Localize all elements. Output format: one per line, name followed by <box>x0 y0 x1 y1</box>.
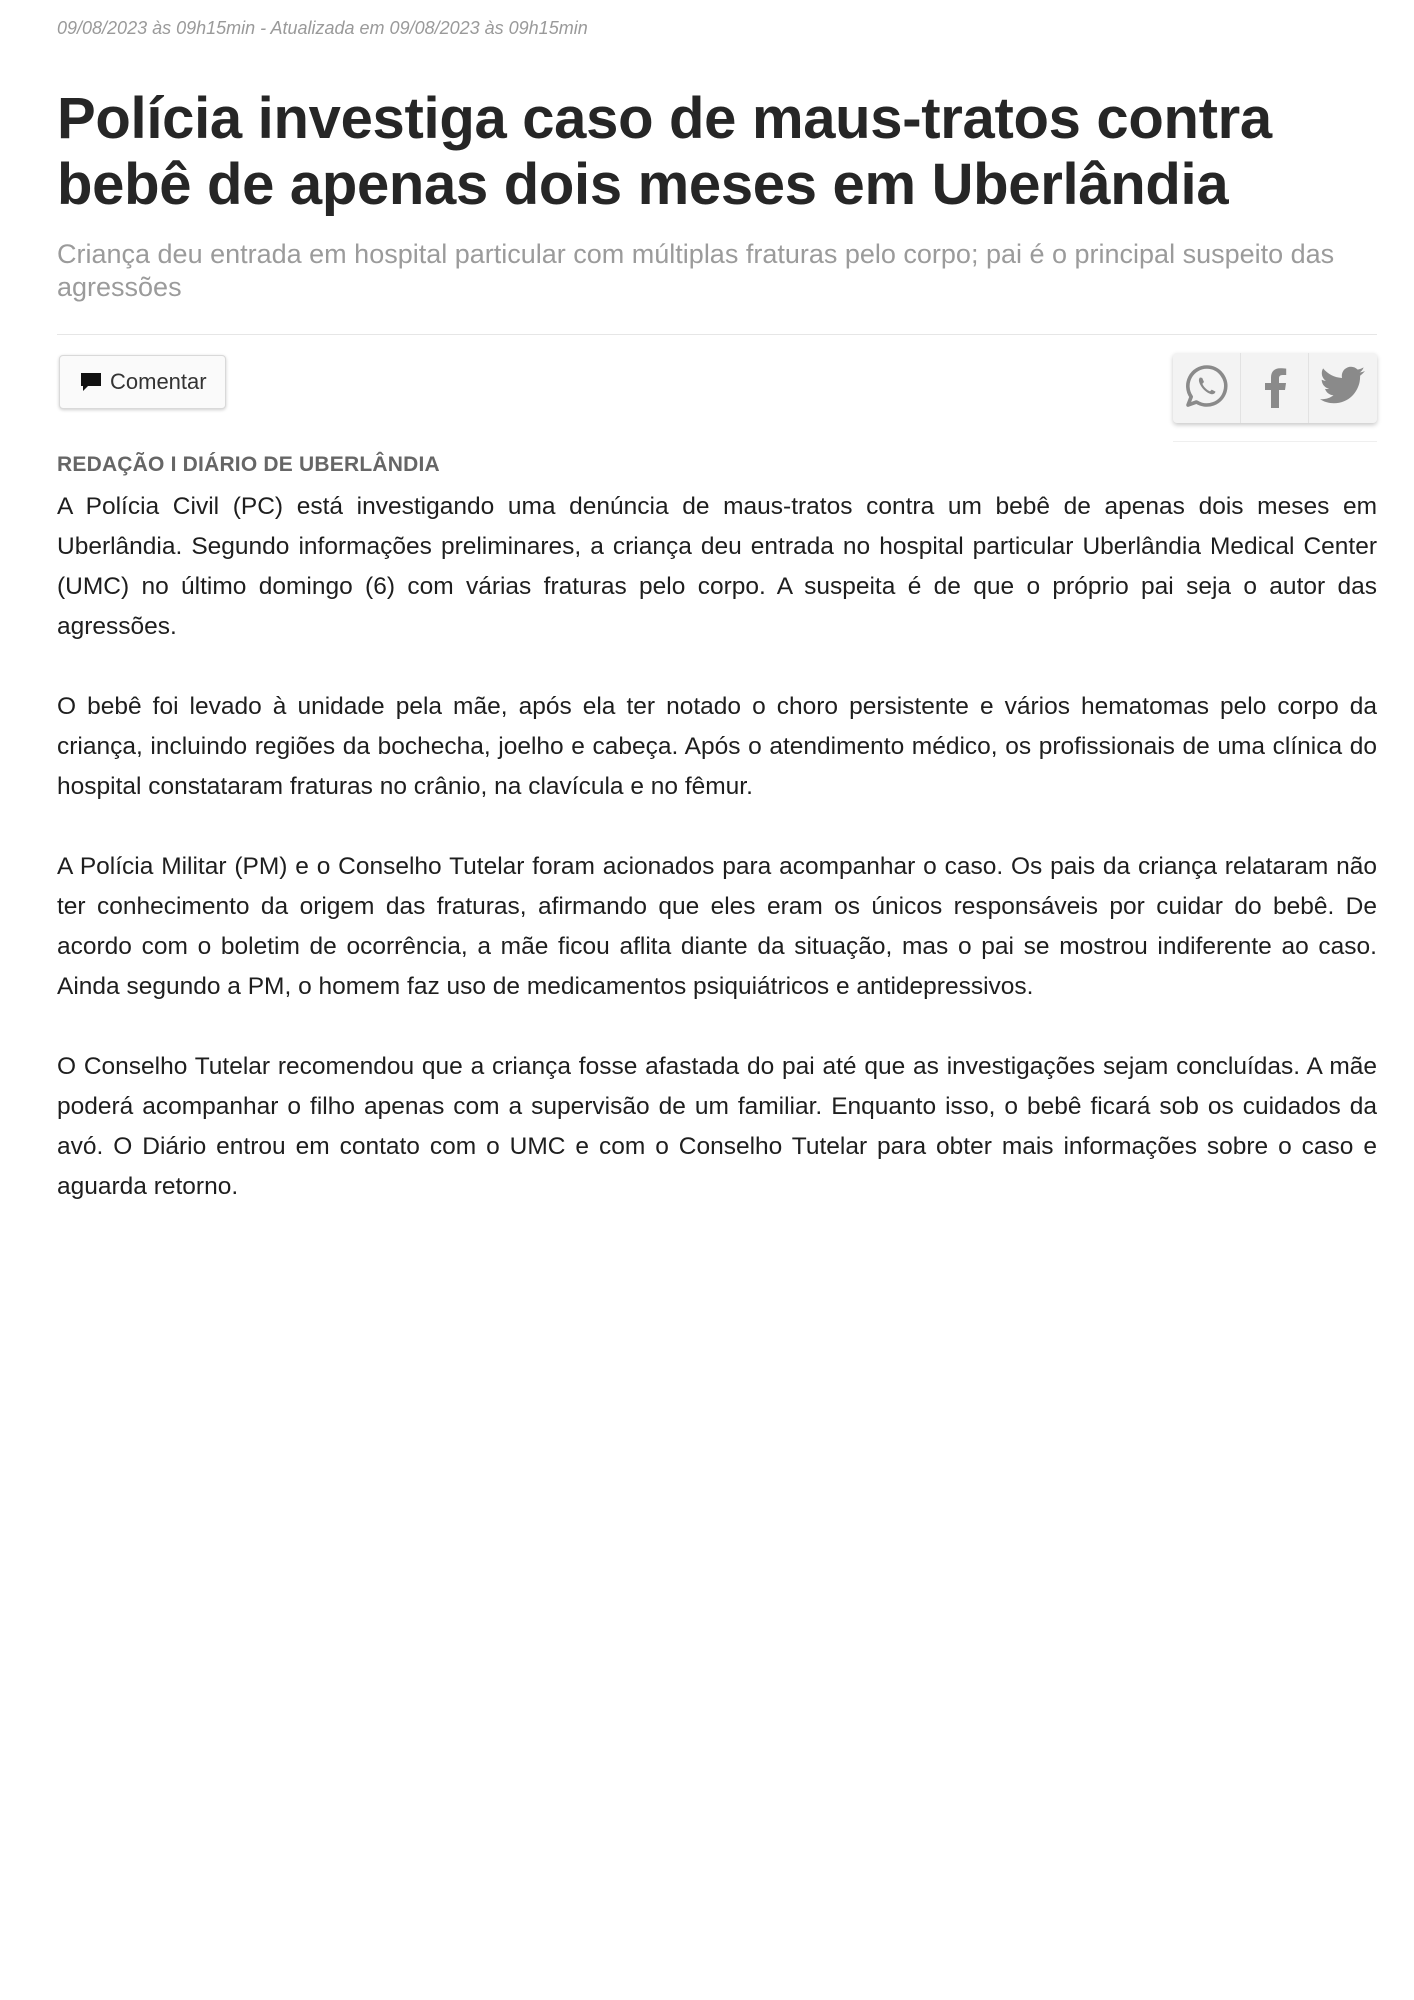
share-buttons <box>1173 353 1377 423</box>
share-twitter-button[interactable] <box>1309 353 1377 423</box>
article-body <box>57 487 1377 1207</box>
article-headline: Polícia investiga caso de maus-tratos contra bebê de apenas dois meses em Uberlândia <box>57 86 1272 217</box>
divider <box>57 334 1377 335</box>
share-facebook-button[interactable] <box>1241 353 1309 423</box>
comment-button[interactable] <box>59 355 226 409</box>
comment-button-label: Comentar <box>110 369 207 394</box>
speech-bubble-icon <box>80 372 102 392</box>
article-paragraph: A Polícia Civil (PC) está investigando uma denúncia de maus-tratos contra um bebê de apenas dois meses em Uberlândia. Segundo informações preliminares, a criança deu entrada no hospital particular Uberlândia Medical Center (UMC) no último domingo (6) com várias fraturas pelo corpo. A suspeita é de que o próprio pai seja o autor das agressões. <box>57 493 1377 640</box>
article-byline: REDAÇÃO I DIÁRIO DE UBERLÂNDIA <box>57 453 440 476</box>
article-paragraph: A Polícia Militar (PM) e o Conselho Tutelar foram acionados para acompanhar o caso. Os pais da criança relataram não ter conhecimento da origem das fraturas, afirmando que eles eram os únicos responsáveis por cuidar do bebê. De acordo com o boletim de ocorrência, a mãe ficou aflita diante da situação, mas o pai se mostrou indiferente ao caso. Ainda segundo a PM, o homem faz uso de medicamentos psiquiátricos e antidepressivos. <box>57 853 1377 1000</box>
article-toolbar <box>57 353 1377 445</box>
facebook-icon <box>1260 363 1290 414</box>
whatsapp-icon <box>1183 362 1231 415</box>
share-whatsapp-button[interactable] <box>1173 353 1241 423</box>
twitter-icon <box>1318 365 1368 412</box>
article-paragraph: O Conselho Tutelar recomendou que a criança fosse afastada do pai até que as investigações sejam concluídas. A mãe poderá acompanhar o filho apenas com a supervisão de um familiar. Enquanto isso, o bebê ficará sob os cuidados da avó. O Diário entrou em contato com o UMC e com o Conselho Tutelar para obter mais informações sobre o caso e aguarda retorno. <box>57 1053 1377 1200</box>
article-paragraph: O bebê foi levado à unidade pela mãe, após ela ter notado o choro persistente e vários hematomas pelo corpo da criança, incluindo regiões da bochecha, joelho e cabeça. Após o atendimento médico, os profissionais de uma clínica do hospital constataram fraturas no crânio, na clavícula e no fêmur. <box>57 693 1377 800</box>
article-timestamp: 09/08/2023 às 09h15min - Atualizada em 09/08/2023 às 09h15min <box>57 18 588 38</box>
share-bar-underline <box>1173 441 1377 445</box>
article-subtitle: Criança deu entrada em hospital particular com múltiplas fraturas pelo corpo; pai é o principal suspeito das agressões <box>57 239 1335 302</box>
article <box>57 0 1377 1207</box>
